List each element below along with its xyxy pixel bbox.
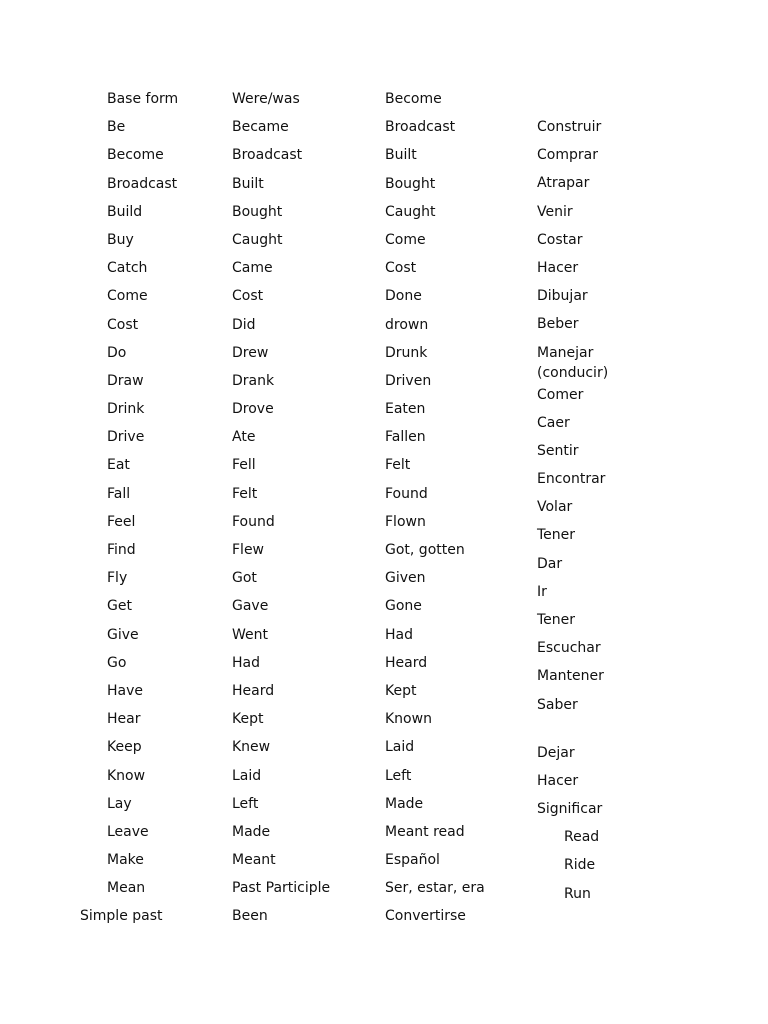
list-item: Went [232,626,268,643]
list-item: Costar [537,231,583,248]
list-item: Hear [107,711,141,728]
list-item: Drive [107,429,145,446]
list-item: Flew [232,542,265,558]
list-item: Read [564,829,600,846]
list-item: Fall [107,485,131,502]
list-item: Ate [232,429,256,446]
list-item: Know [107,767,146,784]
list-item: Broadcast [385,119,456,136]
list-item: Bought [385,175,436,192]
list-item: Tener [537,612,576,628]
list-item: Meant [232,852,276,869]
list-item: Drank [232,372,275,389]
list-item: Became [232,119,289,136]
list-item: Built [232,175,264,192]
list-item: Feel [107,513,136,530]
list-item: Made [232,823,271,840]
list-item: Lay [107,795,132,812]
list-item: Mantener [537,668,604,685]
list-item: Heard [232,682,275,699]
list-item: Sentir [537,442,579,459]
list-item: Beber [537,316,579,333]
list-item: Left [232,795,259,812]
list-item: Make [107,852,144,869]
column-spanish [537,117,677,912]
list-item: Find [107,542,136,558]
list-item: Made [385,795,424,812]
list-item: Built [385,147,417,164]
list-item: Kept [232,711,264,728]
list-item: Laid [385,739,415,756]
list-item: Hacer [537,259,579,276]
list-item: Caught [385,203,436,220]
list-item: Felt [232,485,258,502]
list-item: Saber [537,696,578,713]
list-item: Broadcast [107,175,178,192]
list-item: Knew [232,739,271,756]
list-item: drown [385,316,429,333]
list-item: Ser, estar, era [385,880,485,897]
list-item: Tener [537,527,576,544]
column-base-form [80,89,227,935]
list-item: Got, gotten [385,542,465,558]
list-item: Ride [564,857,596,874]
list-item: Laid [232,767,262,784]
list-item: Dibujar [537,288,588,305]
list-item: Drove [232,401,274,418]
list-item: Volar [537,499,573,516]
list-item: Mean [107,880,146,897]
list-item: Past Participle [232,880,331,897]
list-item: Cost [385,260,417,277]
list-item: Ir [537,583,547,600]
list-item: Simple past [80,908,163,925]
list-item: Drew [232,344,269,361]
list-item: Got [232,570,257,587]
list-item: Comer [537,386,584,403]
list-item: Venir [537,203,573,220]
list-item: Be [107,119,126,136]
list-item: Keep [107,739,142,756]
list-item: Become [385,91,442,107]
list-item: Known [385,711,432,728]
list-item: Driven [385,372,432,389]
list-item: Go [107,654,127,671]
list-item: Meant read [385,823,465,840]
list-item: Kept [385,682,417,699]
list-item: Fly [107,570,128,587]
list-item: Comprar [537,147,598,164]
list-item: Come [107,288,148,305]
list-item: Drink [107,401,145,418]
list-item: Leave [107,823,149,840]
list-item: Given [385,570,426,587]
column-participle [385,89,533,935]
list-item: Flown [385,513,426,530]
list-item: Convertirse [385,908,466,925]
column-past [232,89,382,935]
list-item: Found [232,513,275,530]
list-item: Escuchar [537,640,601,657]
list-item: Bought [232,203,283,220]
list-item: Build [107,203,143,220]
list-item: Encontrar [537,471,606,488]
list-item: Hacer [537,772,579,789]
list-item: Construir [537,119,602,135]
list-item: Become [107,147,164,164]
list-item: Buy [107,231,134,248]
list-item: Did [232,316,256,333]
list-item: Manejar (conducir) [537,344,609,381]
list-item: Cost [107,316,139,333]
list-item: Been [232,908,268,925]
list-item: Dejar [537,744,575,761]
list-item: Found [385,485,428,502]
list-item: Gave [232,598,269,615]
list-item: Atrapar [537,175,590,192]
list-item: Catch [107,260,148,277]
list-item: Base form [107,91,179,107]
list-item: Come [385,231,426,248]
list-item: Dar [537,555,563,572]
list-item: Have [107,682,144,699]
list-item: Came [232,260,273,277]
list-item: Heard [385,654,428,671]
list-item: Were/was [232,91,300,107]
list-item: Gone [385,598,422,615]
list-item: Eat [107,457,130,474]
list-item: Fallen [385,429,426,446]
list-item: Left [385,767,412,784]
list-item: Eaten [385,401,426,418]
list-item: Cost [232,288,264,305]
list-item: Broadcast [232,147,303,164]
list-item: Caer [537,414,570,431]
list-item: Draw [107,372,144,389]
list-item: Do [107,344,127,361]
list-item: Felt [385,457,411,474]
list-item: Fell [232,457,256,474]
list-item: Give [107,626,139,643]
list-item: Drunk [385,344,428,361]
list-item: Done [385,288,422,305]
list-item: Run [564,885,591,902]
list-item: Had [385,626,413,643]
list-item: Español [385,852,440,869]
list-item: Get [107,598,132,615]
list-item: Significar [537,800,603,817]
list-item: Caught [232,231,283,248]
list-item: Had [232,654,260,671]
